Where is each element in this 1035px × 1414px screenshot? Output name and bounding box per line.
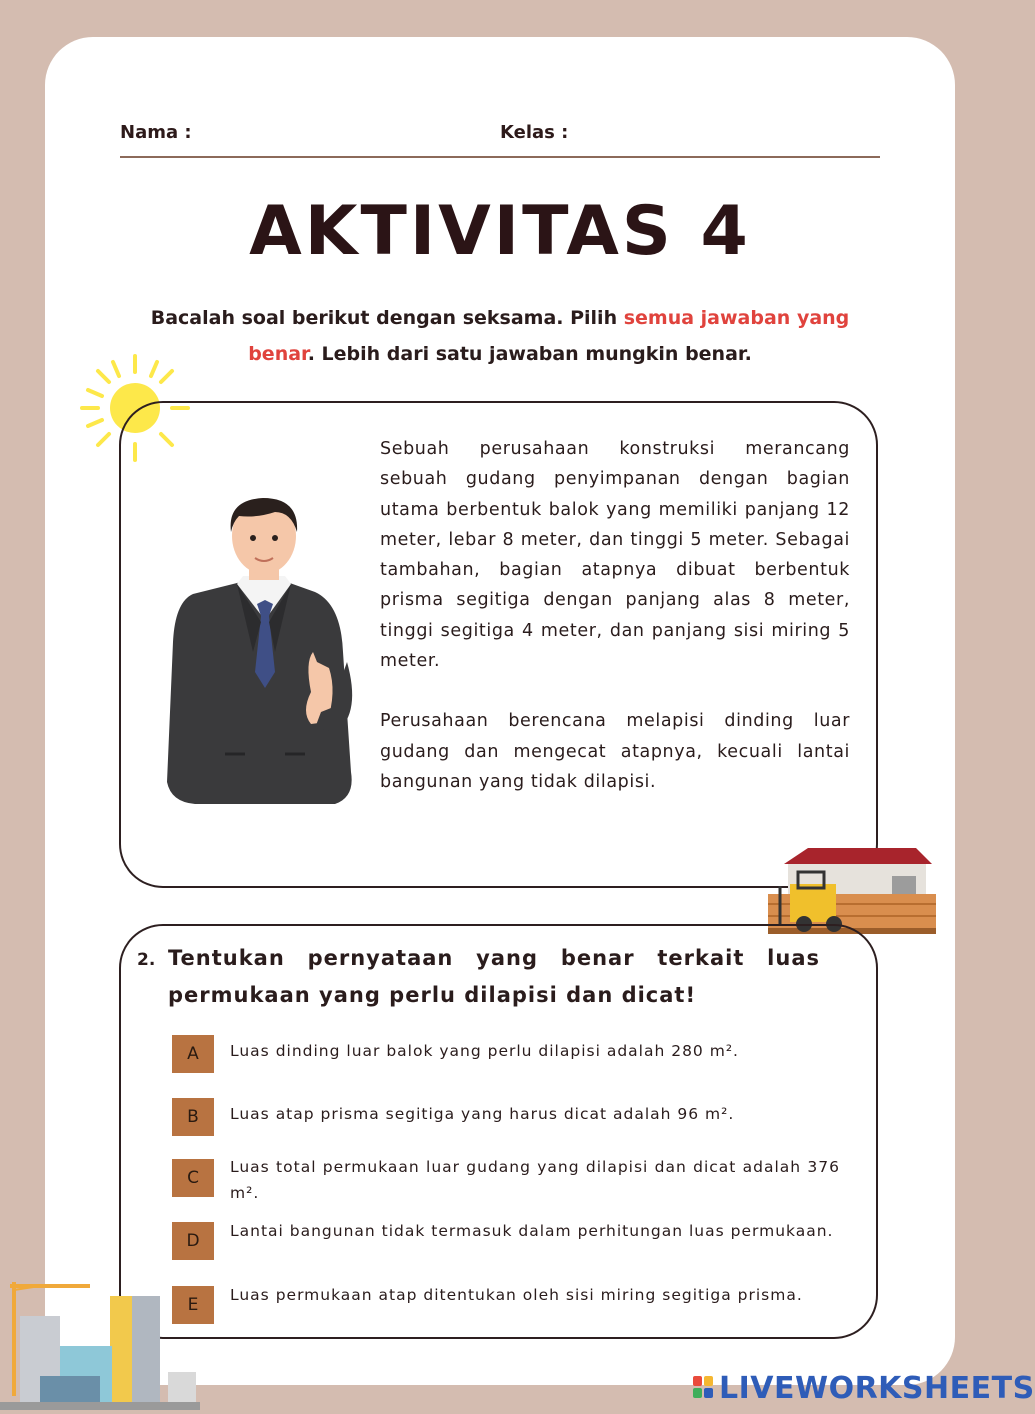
businessman-illustration <box>165 492 363 806</box>
instruction-text <box>120 300 880 372</box>
option-e-button[interactable]: E <box>172 1286 214 1324</box>
question-text: Tentukan pernyataan yang benar terkait luas permukaan yang perlu dilapisi dan dicat! <box>168 946 820 1007</box>
option-e-text: Luas permukaan atap ditentukan oleh sisi miring segitiga prisma. <box>230 1286 803 1304</box>
class-label: Kelas : <box>500 122 569 143</box>
option-a-button[interactable]: A <box>172 1035 214 1073</box>
option-b-button[interactable]: B <box>172 1098 214 1136</box>
option-b-text: Luas atap prisma segitiga yang harus dicat adalah 96 m². <box>230 1105 735 1123</box>
story-paragraph-2: Perusahaan berencana melapisi dinding luar gudang dan mengecat atapnya, kecuali lantai bangunan yang tidak dilapisi. <box>380 711 850 792</box>
name-label: Nama : <box>120 122 192 143</box>
story-paragraph-1: Sebuah perusahaan konstruksi merancang sebuah gudang penyimpanan dengan bagian utama berbentuk balok yang memiliki panjang 12 meter, lebar 8 meter, dan tinggi 5 meter. Sebagai tambahan, bagian atapnya dibuat berbentuk prisma segitiga dengan panjang alas 8 meter, tinggi segitiga 4 meter, dan panjang sisi miring 5 meter. <box>380 439 850 672</box>
header-divider <box>120 156 880 158</box>
option-a-text: Luas dinding luar balok yang perlu dilapisi adalah 280 m². <box>230 1042 739 1060</box>
liveworksheets-logo-icon <box>693 1376 715 1400</box>
option-d-text: Lantai bangunan tidak termasuk dalam perhitungan luas permukaan. <box>230 1222 834 1240</box>
instruction-highlight: semua jawaban yang benar <box>248 307 850 365</box>
option-c-button[interactable]: C <box>172 1159 214 1197</box>
option-c-text: Luas total permukaan luar gudang yang dilapisi dan dicat adalah 376 m². <box>230 1158 840 1202</box>
question-number: 2. <box>137 950 156 970</box>
liveworksheets-logo[interactable] <box>693 1371 1035 1405</box>
construction-illustration <box>0 1276 200 1410</box>
instruction-part1: Bacalah soal berikut dengan seksama. Pilih <box>150 307 624 329</box>
liveworksheets-brand-text: LIVEWORKSHEETS <box>719 1370 1035 1406</box>
option-d-button[interactable]: D <box>172 1222 214 1260</box>
story-text <box>380 434 850 827</box>
page-title: AKTIVITAS 4 <box>249 192 751 271</box>
instruction-part2: . Lebih dari satu jawaban mungkin benar. <box>307 343 752 365</box>
